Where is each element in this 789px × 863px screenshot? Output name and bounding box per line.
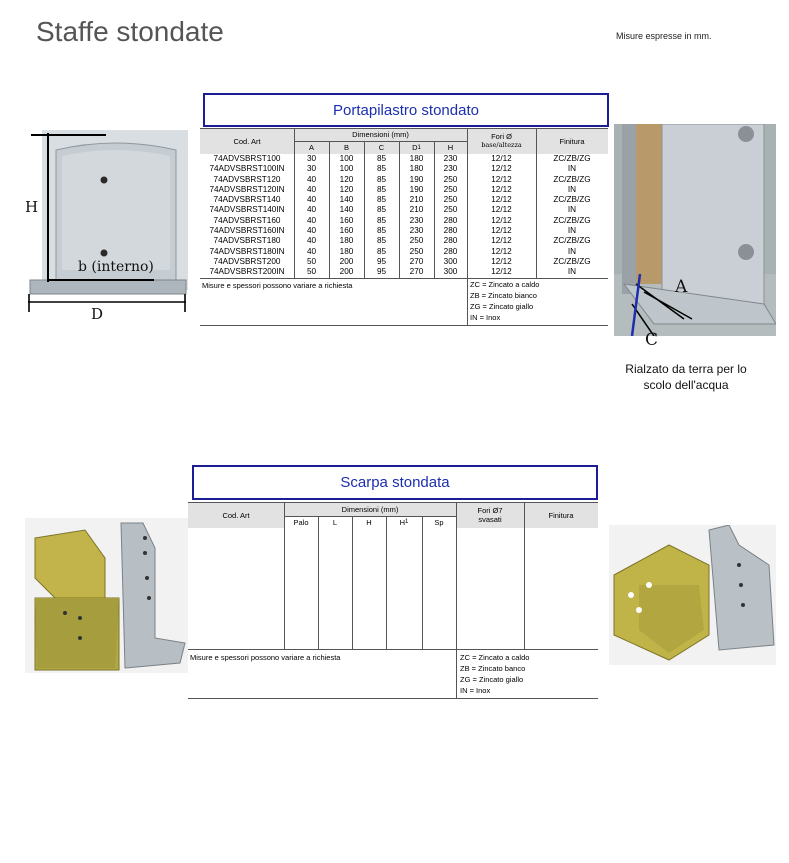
header-dimensioni: Dimensioni (mm): [284, 502, 456, 516]
scarpa-finish-legend: ZC = Zincato a caldo ZB = Zincato banco ZG = Zincato giallo IN = Inox: [460, 653, 530, 695]
table-row: 74ADVSBRST120IN 40 120 85 190 250 12/12 IN: [209, 184, 577, 194]
header-col-palo: Palo: [293, 517, 309, 527]
portapilastro-finish-legend: ZC = Zincato a caldo ZB = Zincato bianco ZG = Zincato giallo IN = Inox: [470, 280, 540, 322]
header-col-sp: Sp: [434, 517, 444, 527]
table-row: 74ADVSBRST180IN 40 180 85 250 280 12/12 IN: [209, 246, 577, 256]
header-cod-art: Cod. Art: [188, 502, 284, 528]
dimension-d-label: D: [91, 305, 104, 323]
header-col-l: L: [332, 517, 338, 527]
dimension-a-label: A: [675, 277, 688, 297]
portapilastro-table: [200, 128, 608, 322]
scarpa-brackets-illustration-2: [609, 525, 776, 665]
dimension-c-label: C: [645, 330, 659, 350]
header-cod-art: Cod. Art: [200, 128, 294, 154]
table-row: 74ADVSBRST120 40 120 85 190 250 12/12 ZC/ZB/ZG: [213, 174, 591, 184]
scarpa-table: [188, 502, 598, 700]
table-row: 74ADVSBRST140 40 140 85 210 250 12/12 ZC/ZB/ZG: [213, 195, 591, 205]
header-col-c: C: [364, 141, 399, 154]
header-col-d: D 1: [399, 141, 434, 154]
header-col-b: B: [329, 141, 364, 154]
page-title: Staffe stondate: [36, 16, 224, 47]
header-fori: Fori Ø7 svasati: [456, 502, 524, 528]
header-finitura: Finitura: [536, 128, 608, 154]
header-col-h1: H 1: [399, 517, 409, 527]
header-dimensioni: Dimensioni (mm): [294, 128, 467, 141]
drainage-caption: Rialzato da terra per lo scolo dell'acqua: [625, 362, 747, 392]
portapilastro-title: Portapilastro stondato: [203, 93, 609, 127]
table-row: 74ADVSBRST100 30 100 85 180 230 12/12 ZC/ZB/ZG: [213, 154, 591, 163]
header-col-a: A: [294, 141, 329, 154]
table-row: 74ADVSBRST160IN 40 160 85 230 280 12/12 IN: [209, 226, 577, 236]
table-row: 74ADVSBRST160 40 160 85 230 280 12/12 ZC/ZB/ZG: [213, 215, 591, 225]
table-row: 74ADVSBRST180 40 180 85 250 280 12/12 ZC/ZB/ZG: [213, 236, 591, 246]
scarpa-note: Misure e spessori possono variare a richiesta: [190, 653, 341, 662]
portapilastro-rows: [200, 154, 608, 278]
scarpa-title: Scarpa stondata: [192, 465, 598, 500]
header-col-h: H: [366, 517, 372, 527]
scarpa-photo-left: [25, 518, 188, 673]
scarpa-brackets-illustration: [25, 518, 188, 673]
header-col-h: H: [434, 141, 467, 154]
units-note: Misure espresse in mm.: [616, 31, 712, 41]
table-row: 74ADVSBRST200IN 50 200 95 270 300 12/12 IN: [209, 267, 577, 277]
table-row: 74ADVSBRST100IN 30 100 85 180 230 12/12 IN: [209, 164, 577, 174]
dimension-b-label: b (interno): [78, 259, 154, 275]
scarpa-photo-right: [609, 525, 776, 665]
portapilastro-table-header: [200, 128, 608, 154]
header-finitura: Finitura: [524, 502, 598, 528]
bracket-front-illustration: [26, 130, 190, 320]
header-fori: Fori Ø base/altezza: [467, 128, 536, 154]
dimension-h-label: H: [25, 198, 39, 216]
table-row: 74ADVSBRST200 50 200 95 270 300 12/12 ZC/ZB/ZG: [213, 256, 591, 266]
portapilastro-note: Misure e spessori possono variare a richiesta: [202, 281, 353, 290]
table-row: 74ADVSBRST140IN 40 140 85 210 250 12/12 IN: [209, 205, 577, 215]
installed-bracket-illustration: [614, 124, 776, 336]
portapilastro-diagram-photo: [26, 130, 190, 320]
portapilastro-installed-photo: [614, 124, 776, 336]
